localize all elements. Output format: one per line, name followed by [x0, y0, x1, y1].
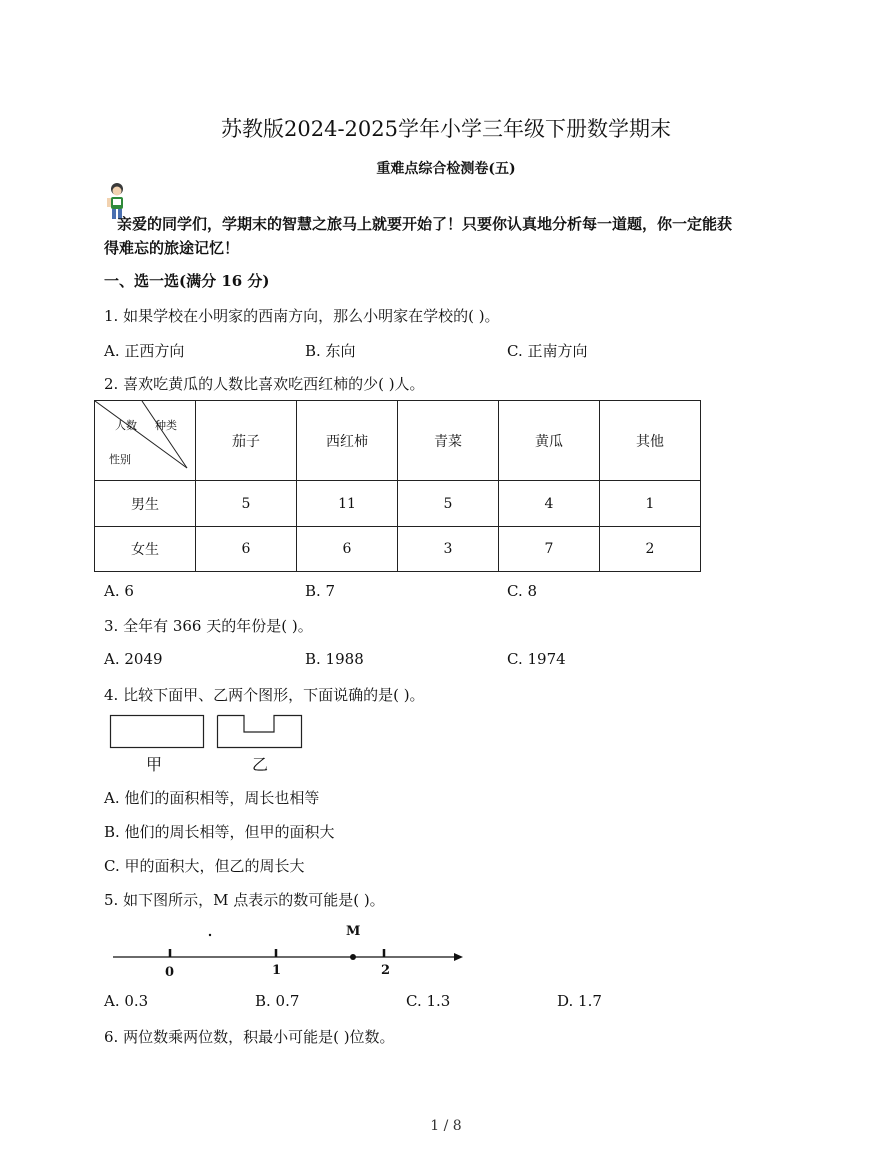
table-cell: 5 [398, 481, 499, 527]
column-header: 其他 [600, 401, 701, 481]
table-cell: 2 [600, 527, 701, 572]
table-cell: 6 [297, 527, 398, 572]
table-cell: 3 [398, 527, 499, 572]
intro-text [104, 212, 732, 260]
q5-option-d[interactable]: D. 1.7 [557, 992, 602, 1010]
q3-option-c[interactable]: C. 1974 [507, 650, 566, 668]
point-m-label: M [346, 924, 361, 939]
column-header: 茄子 [196, 401, 297, 481]
q4-option-b[interactable]: B. 他们的周长相等，但甲的面积大 [104, 823, 335, 841]
tick-label-2: 2 [381, 963, 391, 978]
shapes-figure [108, 713, 308, 749]
intro-line-2: 得难忘的旅途记忆！ [104, 239, 240, 257]
table-cell: 5 [196, 481, 297, 527]
number-line-arrow-icon [454, 953, 463, 961]
question-4: 4. 比较下面甲、乙两个图形，下面说确的是( )。 [104, 686, 425, 704]
question-3: 3. 全年有 366 天的年份是( )。 [104, 617, 313, 635]
section-heading: 一、选一选(满分 16 分) [104, 272, 270, 290]
question-6: 6. 两位数乘两位数，积最小可能是( )位数。 [104, 1028, 395, 1046]
table-cell: 7 [499, 527, 600, 572]
shape-jia [111, 716, 204, 748]
question-5: 5. 如下图所示，M 点表示的数可能是( )。 [104, 891, 385, 909]
tick-label-0: 0 [165, 965, 175, 980]
column-header: 青菜 [398, 401, 499, 481]
point-m-marker [350, 954, 356, 960]
table-cell: 11 [297, 481, 398, 527]
shape-label-yi: 乙 [252, 755, 269, 774]
stray-dot [209, 934, 211, 936]
table-cell: 6 [196, 527, 297, 572]
page-number: 1 / 8 [430, 1118, 462, 1134]
table-row [95, 527, 701, 572]
q4-option-c[interactable]: C. 甲的面积大，但乙的周长大 [104, 857, 305, 875]
q5-option-b[interactable]: B. 0.7 [255, 992, 300, 1010]
row-label: 女生 [95, 527, 196, 572]
q2-option-c[interactable]: C. 8 [507, 582, 538, 600]
q3-option-b[interactable]: B. 1988 [305, 650, 364, 668]
intro-line-1: 亲爱的同学们，学期末的智慧之旅马上就要开始了！只要你认真地分析每一道题，你一定能获 [117, 215, 733, 233]
q5-option-a[interactable]: A. 0.3 [104, 992, 149, 1010]
survey-table [94, 400, 701, 572]
page-subtitle: 重难点综合检测卷(五) [376, 161, 516, 177]
diagonal-lines [95, 401, 195, 480]
corner-label-gender: 性别 [109, 453, 131, 466]
column-header: 西红柿 [297, 401, 398, 481]
q2-option-b[interactable]: B. 7 [305, 582, 336, 600]
q1-option-c[interactable]: C. 正南方向 [507, 342, 588, 360]
table-row [95, 481, 701, 527]
q4-option-a[interactable]: A. 他们的面积相等，周长也相等 [104, 789, 320, 807]
question-1: 1. 如果学校在小明家的西南方向，那么小明家在学校的( )。 [104, 307, 500, 325]
row-label: 男生 [95, 481, 196, 527]
column-header: 黄瓜 [499, 401, 600, 481]
shape-yi [218, 716, 302, 748]
corner-label-type: 种类 [155, 419, 177, 432]
number-line [108, 922, 468, 984]
table-cell: 4 [499, 481, 600, 527]
q5-option-c[interactable]: C. 1.3 [406, 992, 451, 1010]
page-title: 苏教版2024-2025学年小学三年级下册数学期末 [221, 117, 671, 141]
shape-label-jia: 甲 [146, 755, 163, 774]
question-2: 2. 喜欢吃黄瓜的人数比喜欢吃西红柿的少( )人。 [104, 375, 425, 393]
q2-option-a[interactable]: A. 6 [104, 582, 134, 600]
tick-label-1: 1 [272, 963, 282, 978]
corner-label-count: 人数 [115, 419, 137, 432]
table-cell: 1 [600, 481, 701, 527]
q3-option-a[interactable]: A. 2049 [104, 650, 163, 668]
table-corner-cell [95, 401, 196, 481]
q1-option-b[interactable]: B. 东向 [305, 342, 356, 360]
q1-option-a[interactable]: A. 正西方向 [104, 342, 185, 360]
